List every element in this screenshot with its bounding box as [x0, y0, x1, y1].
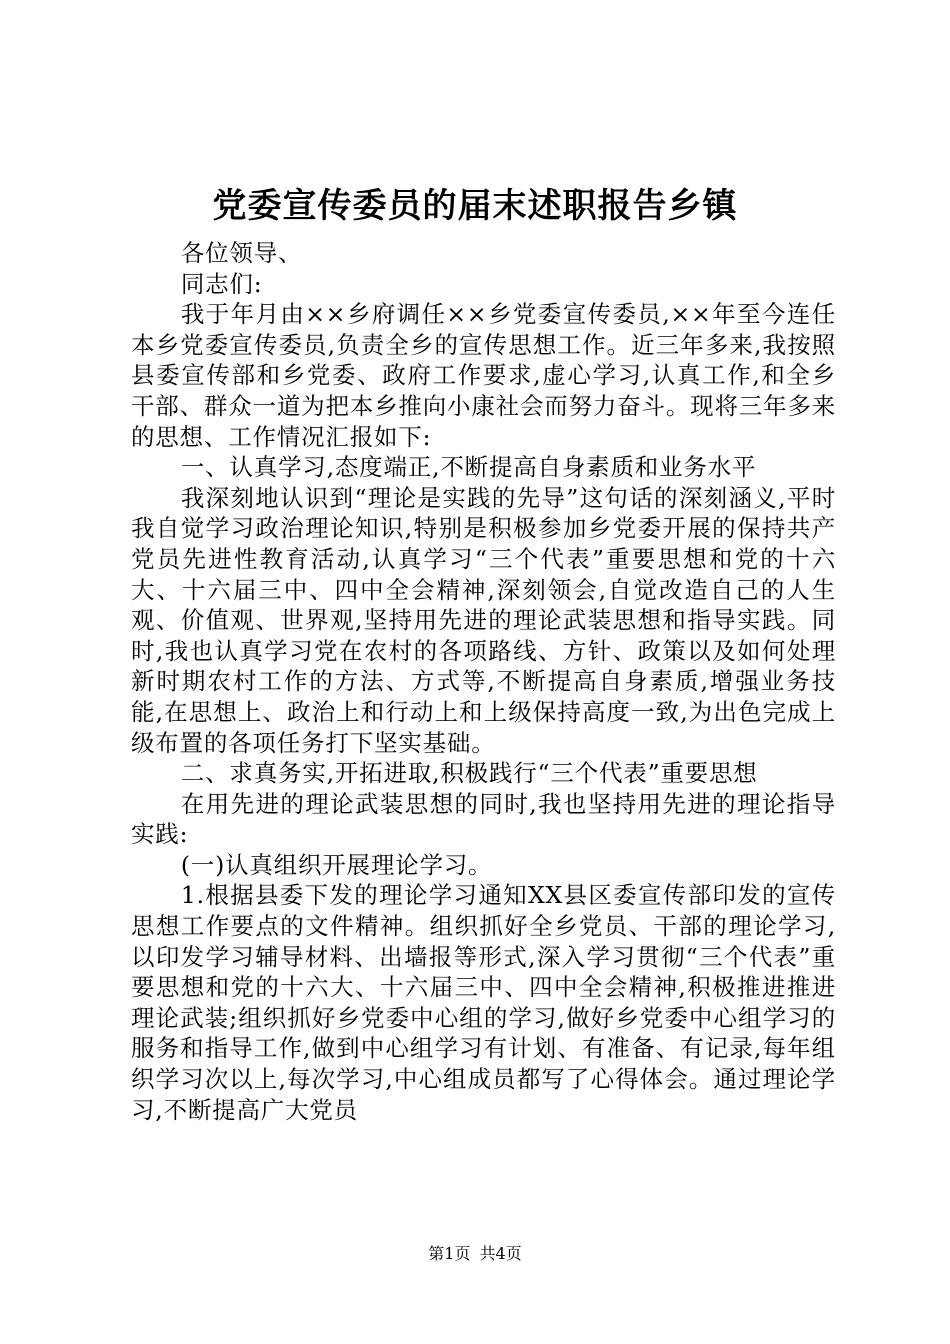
salutation-comrades: 同志们:: [180, 269, 263, 298]
section-heading-2: 二、求真务实,开拓进取,积极践行“三个代表”重要思想: [180, 759, 758, 788]
salutation-leaders: 各位领导、: [180, 239, 303, 267]
page-footer: 第1页 共4页: [428, 1244, 522, 1263]
document-body: [131, 238, 836, 1125]
subsection-heading-1: (一)认真组织开展理论学习。: [180, 850, 493, 879]
section-heading-1: 一、认真学习,态度端正,不断提高自身素质和业务水平: [180, 453, 757, 482]
body-paragraph: 1.根据县委下发的理论学习通知XX县区委宣传部印发的宣传思想工作要点的文件精神。组织抓好全乡党员、干部的理论学习,以印发学习辅导材料、出墙报等形式,深入学习贯彻“三个代表”重要思想和党的十六大、十六届三中、四中全会精神,积极推进推进理论武装;组织抓好乡党委中心组的学习,做好乡党委中心组学习的服务和指导工作,做到中心组学习有计划、有准备、有记录,每年组织学习次以上,每次学习,中心组成员都写了心得体会。通过理论学习,不断提高广大党员: [131, 881, 836, 1124]
document-title: 党委宣传委员的届末述职报告乡镇: [212, 186, 738, 226]
intro-paragraph: 我于年月由××乡府调任××乡党委宣传委员,××年至今连任本乡党委宣传委员,负责全乡的宣传思想工作。近三年多来,我按照县委宣传部和乡党委、政府工作要求,虚心学习,认真工作,和全乡干部、群众一道为把本乡推向小康社会而努力奋斗。现将三年多来的思想、工作情况汇报如下:: [131, 300, 836, 451]
body-paragraph: 我深刻地认识到“理论是实践的先导”这句话的深刻涵义,平时我自觉学习政治理论知识,特别是积极参加乡党委开展的保持共产党员先进性教育活动,认真学习“三个代表”重要思想和党的十六大、十六届三中、四中全会精神,深刻领会,自觉改造自己的人生观、价值观、世界观,坚持用先进的理论武装思想和指导实践。同时,我也认真学习党在农村的各项路线、方针、政策以及如何处理新时期农村工作的方法、方式等,不断提高自身素质,增强业务技能,在思想上、政治上和行动上和上级保持高度一致,为出色完成上级布置的各项任务打下坚实基础。: [131, 483, 836, 757]
body-paragraph: 在用先进的理论武装思想的同时,我也坚持用先进的理论指导实践:: [131, 789, 836, 849]
